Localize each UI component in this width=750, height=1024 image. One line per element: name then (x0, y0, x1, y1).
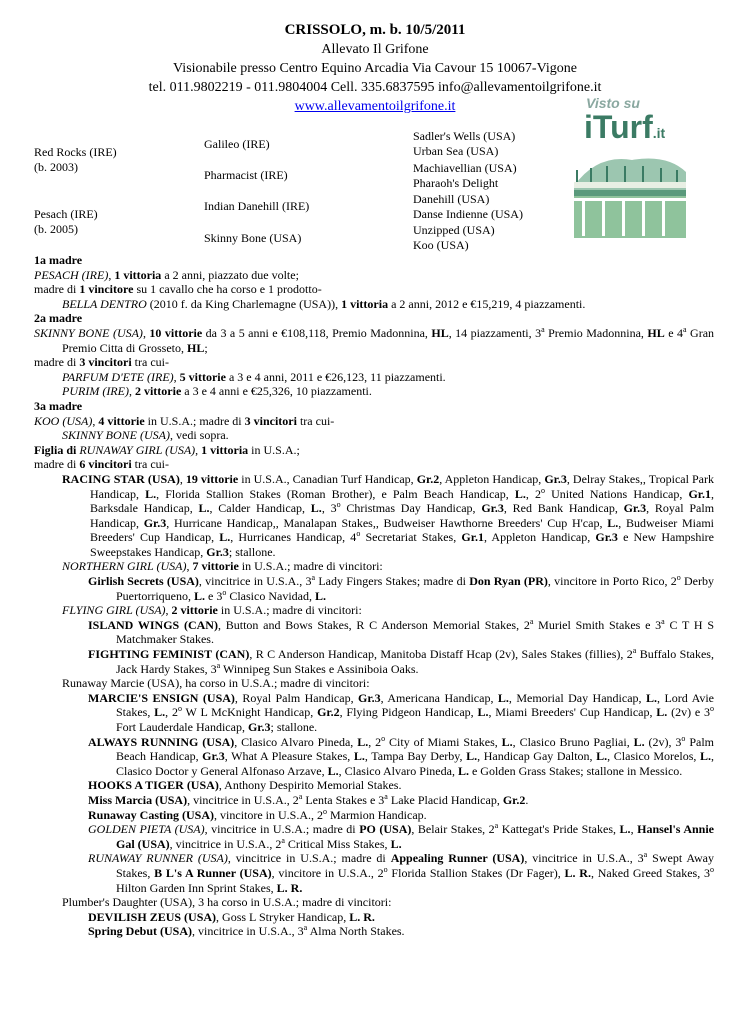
website-link[interactable]: www.allevamentoilgrifone.it (294, 99, 456, 114)
breeder-line: Allevato Il Grifone (321, 42, 429, 57)
svg-text:iTurf.it: iTurf.it (584, 109, 666, 145)
ancestor-4: Pharaoh's Delight (413, 176, 499, 190)
ancestor-2: Urban Sea (USA) (413, 144, 499, 158)
dam-born: (b. 2005) (34, 222, 78, 236)
location-line: Visionabile presso Centro Equino Arcadia Via Cavour 15 10067-Vigone (173, 61, 577, 76)
dam-name: Pesach (IRE) (34, 207, 98, 221)
ancestor-8: Koo (USA) (413, 238, 469, 252)
sire-born: (b. 2003) (34, 160, 78, 174)
sire-name: Red Rocks (IRE) (34, 145, 117, 159)
ancestor-5: Danehill (USA) (413, 192, 490, 206)
horse-title: CRISSOLO, m. b. 10/5/2011 (284, 22, 466, 38)
iturf-logo-icon (572, 94, 688, 240)
ancestor-3: Machiavellian (USA) (413, 161, 517, 175)
grandsire-3: Indian Danehill (IRE) (204, 199, 310, 213)
ancestor-7: Unzipped (USA) (413, 223, 495, 237)
dam-line-text: 1a madre PESACH (IRE), 1 vittoria a 2 anni, piazzato due volte; madre di 1 vincitore su 1 cavallo che ha corso e 1 prodotto- BELLA DENTRO (2010 f. da King Charlemagne (USA)), 1 vittoria a 2 anni, 2012 e €15,219, 4 piazzamenti. 2a madre SKINNY BONE (USA), 10 vittorie da 3 a 5 anni e €108,118, Premio Madonnina, HL, 14 piazzamenti, 3$^a$ Premio Madonnina, HL e 4$^a$ Gran Premio Citta di Grosseto, HL; madre di 3 vincitori tra cui- PARFUM D'ETE (IRE), 5 vittorie a 3 e 4 anni, 2011 e €26,123, 11 piazzamenti. PURIM (IRE), 2 vittorie a 3 e 4 anni e €25,326, 10 piazzamenti. 3a madre KOO (USA), 4 vittorie in U.S.A.; madre di 3 vincitori tra cui- SKINNY BONE (USA), vedi sopra. Figlia di RUNAWAY GIRL (USA), 1 vittoria in U.S.A.; madre di 6 vincitori tra cui- RACING STAR (USA), 19 vittorie in U.S.A., Canadian Turf Handicap, Gr.2, Appleton Handicap, Gr.3, Delray Stakes,, Tropical Park Handicap, L., Florida Stallion Stakes (Roman Brother), e Palm Beach Handicap, L., 2$^o$ United Nations Handicap, Gr.1, Barksdale Handicap, L., Calder Handicap, L., 3$^o$ Christmas Day Handicap, Gr.3, Red Bank Handicap, Gr.3, Royal Palm Handicap, Gr.3, Hurricane Handicap,, Manalapan Stakes,, Budweiser Hawthorne Breeders' Cup H'cap, L., Budweiser Miami Breeders' Cup Handicap, L., Hurricanes Handicap, 4$^o$ Secretariat Stakes, Gr.1, Appleton Handicap, Gr.3 e New Hampshire Sweepstakes Handicap, Gr.3; stallone. NORTHERN GIRL (USA), 7 vittorie in U.S.A.; madre di vincitori: Girlish Secrets (USA), vincitrice in U.S.A., 3$^a$ Lady Fingers Stakes; madre di Don Ryan (PR), vincitore in Porto Rico, 2$^o$ Derby Puertorriqueno, L. e 3$^o$ Clasico Navidad, L. FLYING GIRL (USA), 2 vittorie in U.S.A.; madre di vincitori: ISLAND WINGS (CAN), Button and Bows Stakes, R C Anderson Memorial Stakes, 2$^a$ Muriel Smith Stakes e 3$^a$ C T H S Matchmaker Stakes. FIGHTING FEMINIST (CAN), R C Anderson Handicap, Manitoba Distaff Hcap (2v), Sales Stakes (fillies), 2$^a$ Buffalo Stakes, Jack Hardy Stakes, 3$^a$ Winnipeg Sun Stakes e Assiniboia Oaks. Runaway Marcie (USA), ha corso in U.S.A.; madre di vincitori: MARCIE'S ENSIGN (USA), Royal Palm Handicap, Gr.3, Americana Handicap, L., Memorial Day Handicap, L., Lord Avie Stakes, L., 2$^o$ W L McKnight Handicap, Gr.2, Flying Pidgeon Handicap, L., Miami Breeders' Cup Handicap, L. (2v) e 3$^o$ Fort Lauderdale Handicap, Gr.3; stallone. ALWAYS RUNNING (USA), Clasico Alvaro Pineda, L., 2$^o$ City of Miami Stakes, L., Clasico Bruno Pagliai, L. (2v), 3$^o$ Palm Beach Handicap, Gr.3, What A Pleasure Stakes, L., Tampa Bay Derby, L., Handicap Gay Dalton, L., Clasico Morelos, L., Clasico Doctor y General Alfonaso Arzave, L., Clasico Alvaro Pineda, L. e Golden Grass Stakes; stallone in Messico. HOOKS A TIGER (USA), Anthony Despirito Memorial Stakes. Miss Marcia (USA), vincitrice in U.S.A., 2$^a$ Lenta Stakes e 3$^a$ Lake Placid Handicap, Gr.2. Runaway Casting (USA), vincitore in U.S.A., 2$^o$ Marmion Handicap. GOLDEN PIETA (USA), vincitrice in U.S.A.; madre di PO (USA), Belair Stakes, 2$^a$ Kattegat's Pride Stakes, L., Hansel's Annie Gal (USA), vincitrice in U.S.A., 2$^a$ Critical Miss Stakes, L. RUNAWAY RUNNER (USA), vincitrice in U.S.A.; madre di Appealing Runner (USA), vincitrice in U.S.A., 3$^a$ Swept Away Stakes, B L's A Runner (USA), vincitore in U.S.A., 2$^o$ Florida Stallion Stakes (Dr Fager), L. R., Naked Greed Stakes, 3$^o$ Hilton Garden Inn Sprint Stakes, L. R. Plumber's Daughter (USA), 3 ha corso in U.S.A.; madre di vincitori: DEVILISH ZEUS (USA), Goss L Stryker Handicap, L. R. Spring Debut (USA), vincitrice in U.S.A., 3$^a$ Alma North Stakes. (34, 253, 715, 939)
ancestor-1: Sadler's Wells (USA) (413, 129, 516, 143)
logo-top-text: Visto su (586, 95, 640, 111)
grandsire-2: Pharmacist (IRE) (204, 168, 288, 182)
grandsire-1: Galileo (IRE) (204, 137, 270, 151)
grandsire-4: Skinny Bone (USA) (204, 231, 302, 245)
ancestor-6: Danse Indienne (USA) (413, 207, 523, 221)
iturf-logo[interactable] (572, 94, 688, 240)
contact-line: tel. 011.9802219 - 011.9804004 Cell. 335.6837595 info@allevamentoilgrifone.it (148, 80, 602, 95)
